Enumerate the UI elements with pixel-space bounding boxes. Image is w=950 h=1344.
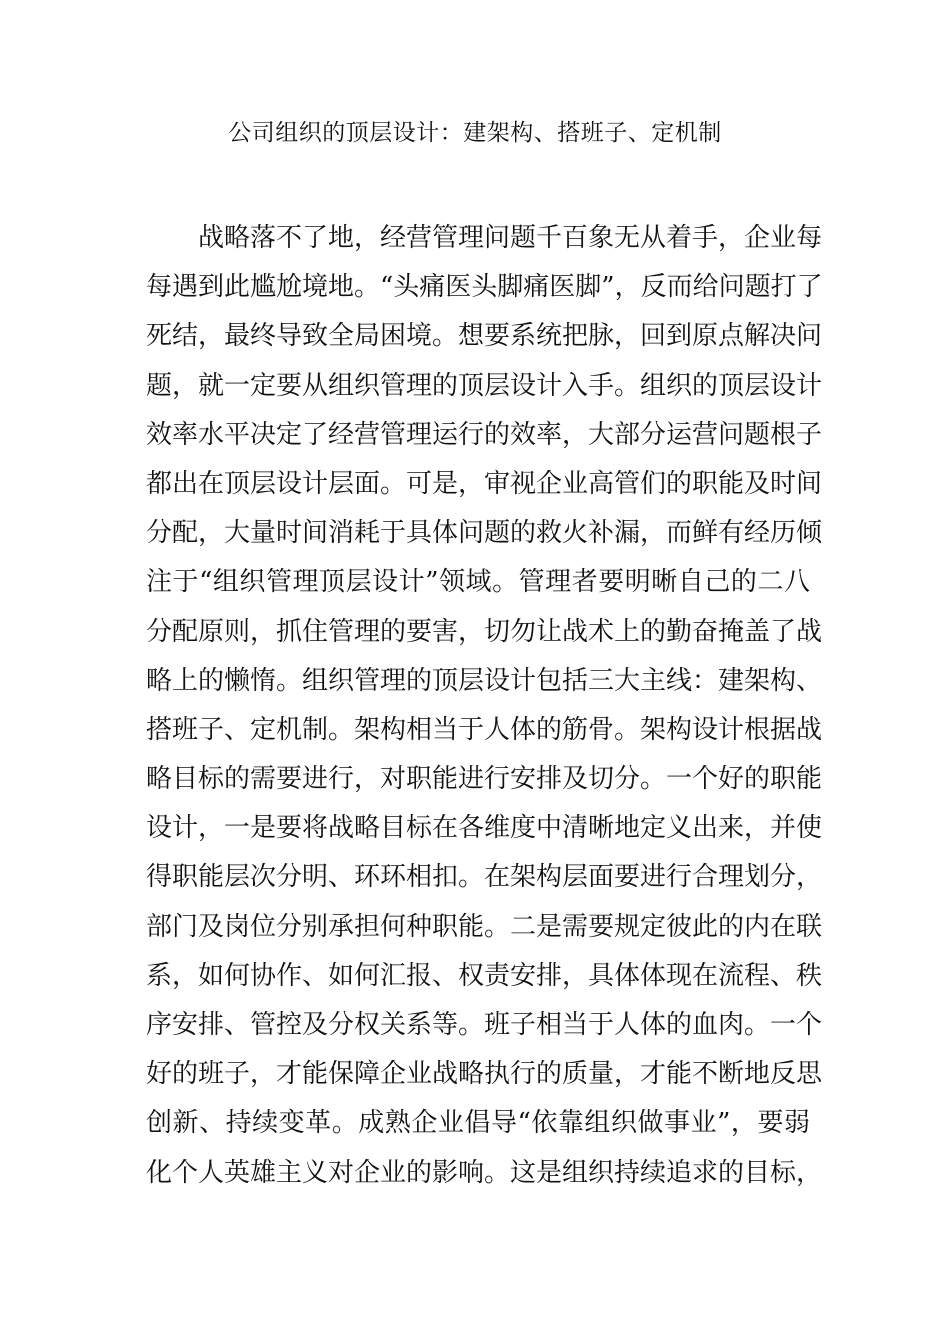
document-body xyxy=(146,214,823,1198)
body-line: 分配，大量时间消耗于具体问题的救火补漏，而鲜有经历倾 xyxy=(146,518,823,549)
body-line: 搭班子、定机制。架构相当于人体的筋骨。架构设计根据战 xyxy=(146,714,823,745)
body-line: 部门及岗位分别承担何种职能。二是需要规定彼此的内在联 xyxy=(146,911,823,942)
body-line: 每遇到此尴尬境地。“头痛医头脚痛医脚”，反而给问题打了 xyxy=(146,272,823,303)
body-line: 设计，一是要将战略目标在各维度中清晰地定义出来，并使 xyxy=(146,813,823,844)
body-line: 略目标的需要进行，对职能进行安排及切分。一个好的职能 xyxy=(146,764,823,795)
document-title: 公司组织的顶层设计：建架构、搭班子、定机制 xyxy=(228,120,722,146)
body-line: 注于“组织管理顶层设计”领域。管理者要明晰自己的二八 xyxy=(146,567,810,598)
body-line: 效率水平决定了经营管理运行的效率，大部分运营问题根子 xyxy=(146,419,823,450)
body-line: 系，如何协作、如何汇报、权责安排，具体体现在流程、秩 xyxy=(146,960,823,991)
body-line: 死结，最终导致全局困境。想要系统把脉，回到原点解决问 xyxy=(146,321,823,352)
body-line: 战略落不了地，经营管理问题千百象无从着手，企业每 xyxy=(198,223,823,253)
body-line: 都出在顶层设计层面。可是，审视企业高管们的职能及时间 xyxy=(146,468,823,499)
body-line: 得职能层次分明、环环相扣。在架构层面要进行合理划分， xyxy=(146,862,823,893)
body-line: 好的班子，才能保障企业战略执行的质量，才能不断地反思 xyxy=(146,1059,823,1090)
body-line: 化个人英雄主义对企业的影响。这是组织持续追求的目标， xyxy=(146,1157,823,1188)
body-line: 序安排、管控及分权关系等。班子相当于人体的血肉。一个 xyxy=(146,1010,823,1040)
body-line: 分配原则，抓住管理的要害，切勿让战术上的勤奋掩盖了战 xyxy=(146,616,823,647)
body-line: 创新、持续变革。成熟企业倡导“依靠组织做事业”，要弱 xyxy=(146,1108,810,1139)
body-line: 略上的懒惰。组织管理的顶层设计包括三大主线：建架构、 xyxy=(146,665,823,696)
body-line: 题，就一定要从组织管理的顶层设计入手。组织的顶层设计 xyxy=(146,370,823,401)
